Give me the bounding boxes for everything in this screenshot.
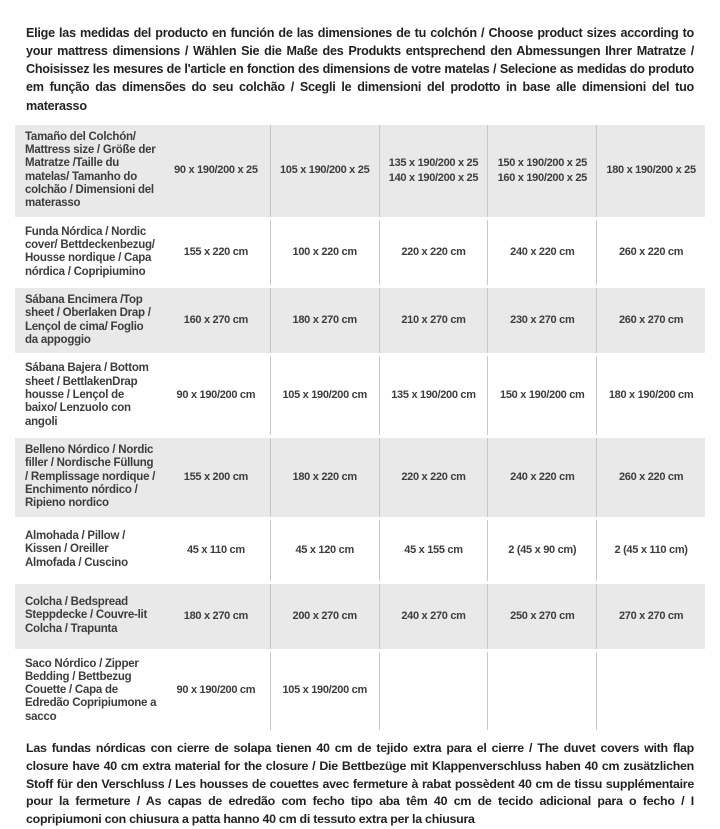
row-label: Almohada / Pillow / Kissen / Oreiller Almofada / Cuscino xyxy=(25,530,128,569)
size-cell xyxy=(270,125,379,217)
size-cell xyxy=(487,652,596,731)
size-cell xyxy=(270,438,379,517)
size-cell xyxy=(162,438,270,517)
row-label: Colcha / Bedspread Steppdecke / Couvre-lit Colcha / Trapunta xyxy=(25,596,148,635)
size-value: 150 x 190/200 cm xyxy=(500,389,585,402)
size-cell xyxy=(487,220,596,285)
table-row xyxy=(15,288,705,353)
size-table xyxy=(15,125,705,731)
size-cell xyxy=(270,584,379,649)
size-value: 45 x 120 cm xyxy=(295,543,354,556)
size-cell xyxy=(379,520,488,581)
size-cell xyxy=(379,652,488,731)
size-cell xyxy=(487,520,596,581)
size-cell xyxy=(487,288,596,353)
size-value: 180 x 220 cm xyxy=(292,470,357,483)
size-cell xyxy=(379,220,488,285)
size-value: 160 x 270 cm xyxy=(183,314,249,327)
size-value: 155 x 200 cm xyxy=(183,470,249,483)
size-cell xyxy=(270,220,379,285)
size-value: 260 x 220 cm xyxy=(618,245,684,258)
size-cell xyxy=(596,220,705,285)
size-value: 240 x 270 cm xyxy=(401,609,466,622)
row-label: Belleno Nórdico / Nordic filler / Nordische Füllung / Remplissage nordique / Enchimento nórdico / Ripieno nordico xyxy=(25,443,156,510)
size-value: 90 x 190/200 x 25 xyxy=(174,164,258,177)
size-value: 260 x 270 cm xyxy=(618,314,684,327)
table-row xyxy=(15,220,705,285)
size-value: 180 x 190/200 x 25 xyxy=(606,164,696,177)
size-cell xyxy=(596,584,705,649)
size-value: 90 x 190/200 cm xyxy=(176,389,256,402)
size-value: 220 x 220 cm xyxy=(401,245,466,258)
size-cell xyxy=(162,652,270,731)
size-cell xyxy=(596,438,705,517)
size-cell xyxy=(162,356,270,435)
table-row xyxy=(15,438,705,517)
size-cell xyxy=(162,125,270,217)
row-label: Tamaño del Colchón/ Mattress size / Größe der Matratze /Taille du matelas/ Tamanho do colchão / Dimensioni del materasso xyxy=(25,130,156,210)
row-label: Funda Nórdica / Nordic cover/ Bettdeckenbezug/ Housse nordique / Capa nórdica / Copripiumino xyxy=(25,225,155,278)
size-value: 105 x 190/200 x 25 xyxy=(279,164,370,177)
size-cell xyxy=(162,584,270,649)
size-cell xyxy=(379,125,488,217)
size-cell xyxy=(270,288,379,353)
size-value: 105 x 190/200 cm xyxy=(282,389,367,402)
size-cell xyxy=(487,356,596,435)
size-value: 180 x 190/200 cm xyxy=(608,389,694,402)
size-value: 240 x 220 cm xyxy=(510,245,575,258)
size-value: 220 x 220 cm xyxy=(401,470,466,483)
size-value: 160 x 190/200 x 25 xyxy=(497,171,587,184)
size-cell xyxy=(270,652,379,731)
size-value: 200 x 270 cm xyxy=(292,609,357,622)
size-value: 2 (45 x 110 cm) xyxy=(614,543,688,556)
size-cell xyxy=(596,356,705,435)
size-value: 140 x 190/200 x 25 xyxy=(388,171,479,184)
intro-text: Elige las medidas del producto en función de las dimensiones de tu colchón / Choose product sizes according to your mattress dimensions / Wählen Sie die Maße des Produkts entsprechend den Abmessungen Ihrer Matratze / Choisissez les mesures de l'article en fonction des dimensions de votre matelas / Selecione as medidas do produto em função das dimensões do seu colchão / Scegli le dimensioni del prodotto in base alle dimensioni del tuo materasso xyxy=(26,26,694,113)
size-value: 90 x 190/200 cm xyxy=(176,684,256,697)
size-value: 270 x 270 cm xyxy=(618,609,684,622)
size-value: 45 x 155 cm xyxy=(404,543,463,556)
table-row xyxy=(15,520,705,581)
size-cell xyxy=(379,584,488,649)
size-value: 135 x 190/200 x 25 xyxy=(388,156,479,169)
size-cell xyxy=(487,438,596,517)
flap-closure-note: Las fundas nórdicas con cierre de solapa tienen 40 cm de tejido extra para el cierre / The duvet covers with flap closure have 40 cm extra material for the closure / Die Bettbezüge mit Klappenverschluss haben 40 cm zusätzlichen Stoff für den Verschluss / Les housses de couettes avec fermeture à rabat possèdent 40 cm de tissu supplémentaire pour la fermeture / As capas de edredão com fecho tipo aba têm 40 cm de tecido adicional para o fecho / I copripiumoni con chiusura a patta hanno 40 cm di tessuto extra per la chiusura xyxy=(26,741,694,827)
size-cell xyxy=(379,438,488,517)
size-cell xyxy=(162,220,270,285)
table-row xyxy=(15,652,705,731)
size-cell xyxy=(270,520,379,581)
size-value: 250 x 270 cm xyxy=(510,609,575,622)
size-value: 2 (45 x 90 cm) xyxy=(508,543,577,556)
size-cell xyxy=(596,125,705,217)
size-cell xyxy=(379,288,488,353)
size-value: 150 x 190/200 x 25 xyxy=(497,156,587,169)
size-cell xyxy=(487,125,596,217)
size-value: 105 x 190/200 cm xyxy=(282,684,367,697)
table-row xyxy=(15,125,705,217)
size-value: 210 x 270 cm xyxy=(401,314,466,327)
size-cell xyxy=(596,652,705,731)
size-value: 135 x 190/200 cm xyxy=(391,389,476,402)
table-row xyxy=(15,584,705,649)
size-value: 155 x 220 cm xyxy=(183,245,249,258)
size-value: 180 x 270 cm xyxy=(292,314,357,327)
size-cell xyxy=(162,520,270,581)
size-cell xyxy=(596,520,705,581)
size-cell xyxy=(270,356,379,435)
size-cell xyxy=(487,584,596,649)
size-value: 100 x 220 cm xyxy=(292,245,357,258)
size-value: 240 x 220 cm xyxy=(510,470,575,483)
size-value: 230 x 270 cm xyxy=(510,314,575,327)
row-label: Sábana Encimera /Top sheet / Oberlaken Drap / Lençol de cima/ Foglio da appoggio xyxy=(25,293,151,346)
size-cell xyxy=(379,356,488,435)
row-label: Sábana Bajera / Bottom sheet / BettlakenDrap housse / Lençol de baixo/ Lenzuolo con angoli xyxy=(25,362,149,428)
size-cell xyxy=(596,288,705,353)
size-value: 260 x 220 cm xyxy=(618,470,684,483)
size-cell xyxy=(162,288,270,353)
size-value: 180 x 270 cm xyxy=(183,609,249,622)
row-label: Saco Nórdico / Zipper Bedding / Bettbezug Couette / Capa de Edredão Copripiumone a sacco xyxy=(25,657,157,723)
table-row xyxy=(15,356,705,435)
size-value: 45 x 110 cm xyxy=(186,543,245,556)
